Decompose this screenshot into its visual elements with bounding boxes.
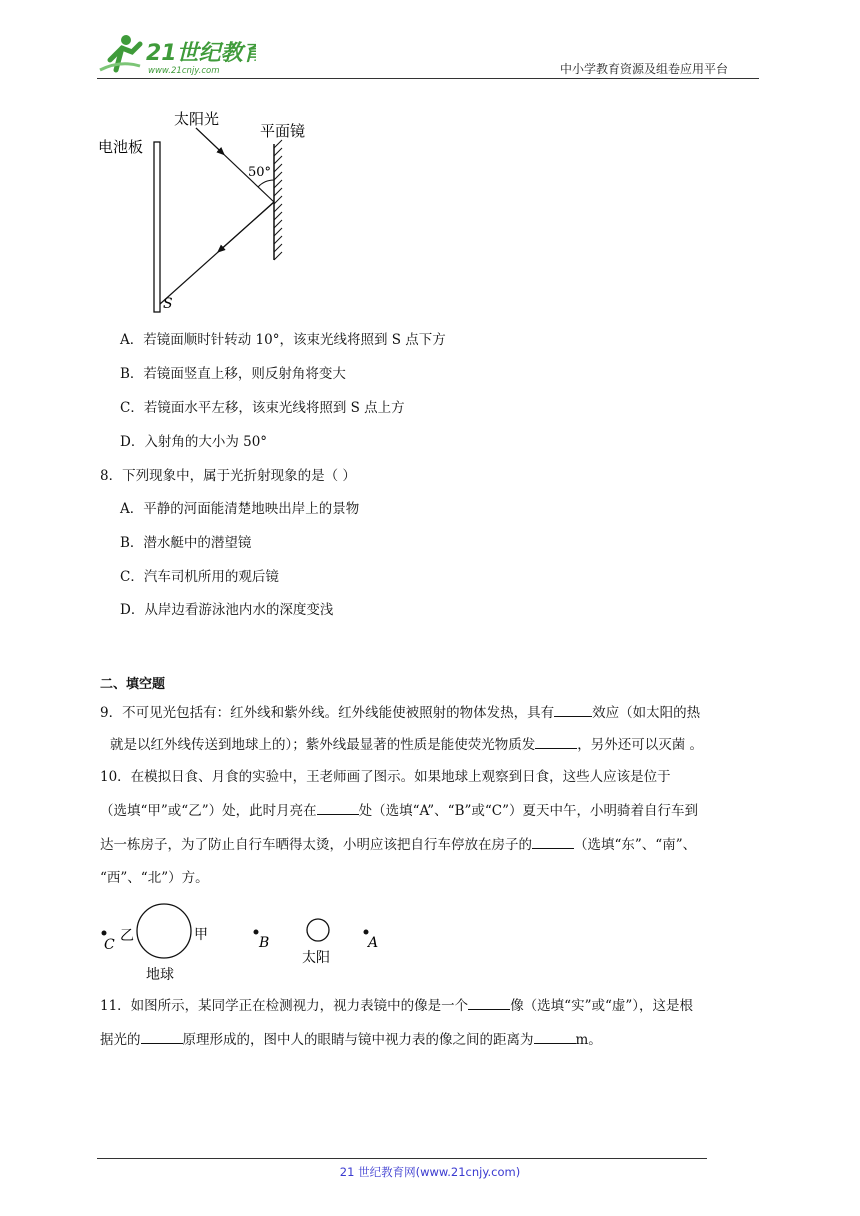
q11-line-2: 据光的 原理形成的，图中人的眼睛与镜中视力表的像之间的距离为 m。 [100,1029,602,1050]
svg-text:www.21cnjy.com: www.21cnjy.com [148,66,220,76]
q7-option-a: A．若镜面顺时针转动 10°，该束光线将照到 S 点下方 [120,332,446,348]
point-c-dot [102,931,107,936]
site-logo [96,30,256,76]
q9-blank-2[interactable] [535,734,577,749]
sun-circle [307,919,329,941]
q9-line-2: 就是以红外线传送到地球上的）；紫外线最显著的性质是能使荧光物质发 ，另外还可以灭菌 。 [110,734,703,755]
q11-blank-1[interactable] [468,995,510,1010]
point-a-dot [364,930,369,935]
angle-arc [258,180,274,187]
q9-blank-1[interactable] [554,702,592,717]
solar-panel-shape [154,142,160,312]
q10-line-1: 10．在模拟日食、月食的实验中，王老师画了图示。如果地球上观察到日食，这些人应该是位于 [100,769,671,785]
footer-divider [97,1158,707,1159]
panel-label: 电池板 [98,138,144,156]
footer-link[interactable]: 21 世纪教育网(www.21cnjy.com) [339,1165,521,1179]
section-title: 二、填空题 [100,677,166,692]
mirror-panel-figure [96,104,326,320]
q10-line-3: 达一栋房子，为了防止自行车晒得太烫，小明应该把自行车停放在房子的 （选填“东”、“南”、 [100,834,696,855]
q8-option-c: C．汽车司机所用的观后镜 [120,569,279,585]
header-divider [97,78,759,79]
q7-option-b: B．若镜面竖直上移，则反射角将变大 [120,366,346,382]
sun-label: 太阳 [302,950,330,966]
q10-blank-2[interactable] [317,800,359,815]
jia-label: 甲 [194,927,208,943]
q8-option-d: D．从岸边看游泳池内水的深度变浅 [120,602,334,618]
point-b-dot [254,930,259,935]
earth-circle [137,904,191,958]
mirror-hatching [274,140,282,260]
q11-blank-3[interactable] [534,1029,576,1044]
angle-label: 50° [248,165,272,180]
header-platform-text: 中小学教育资源及组卷应用平台 [560,62,729,76]
yi-label: 乙 [120,928,134,944]
point-c-label: C [104,937,115,953]
eclipse-figure [96,898,396,984]
q7-option-d: D．入射角的大小为 50° [120,434,268,450]
q9-line-1: 9．不可见光包括有：红外线和紫外线。红外线能使被照射的物体发热，具有 效应（如太阳的热 [100,702,700,723]
q11-blank-2[interactable] [141,1029,183,1044]
q10-line-4: “西”、“北”）方。 [100,870,209,886]
point-a-label: A [368,935,379,951]
q11-line-1: 11．如图所示，某同学正在检测视力，视力表镜中的像是一个 像（选填“实”或“虚”），这是根 [100,995,693,1016]
sunlight-label: 太阳光 [174,110,220,128]
mirror-label: 平面镜 [260,122,306,140]
q8-stem: 8．下列现象中，属于光折射现象的是（ ） [100,468,356,484]
point-b-label: B [259,935,270,951]
earth-label: 地球 [146,967,174,983]
q8-option-b: B．潜水艇中的潜望镜 [120,535,252,551]
svg-text:21世纪教育: 21世纪教育 [146,41,256,66]
q10-blank-3[interactable] [532,834,574,849]
point-s-label: S [163,296,173,312]
q10-line-2: （选填“甲”或“乙”）处，此时月亮在 处（选填“A”、“B”或“C”）夏天中午，小明骑着自行车到 [100,800,698,821]
q7-option-c: C．若镜面水平左移，该束光线将照到 S 点上方 [120,400,405,416]
runner-logo-icon [96,30,256,76]
q8-option-a: A．平静的河面能清楚地映出岸上的景物 [120,501,360,517]
